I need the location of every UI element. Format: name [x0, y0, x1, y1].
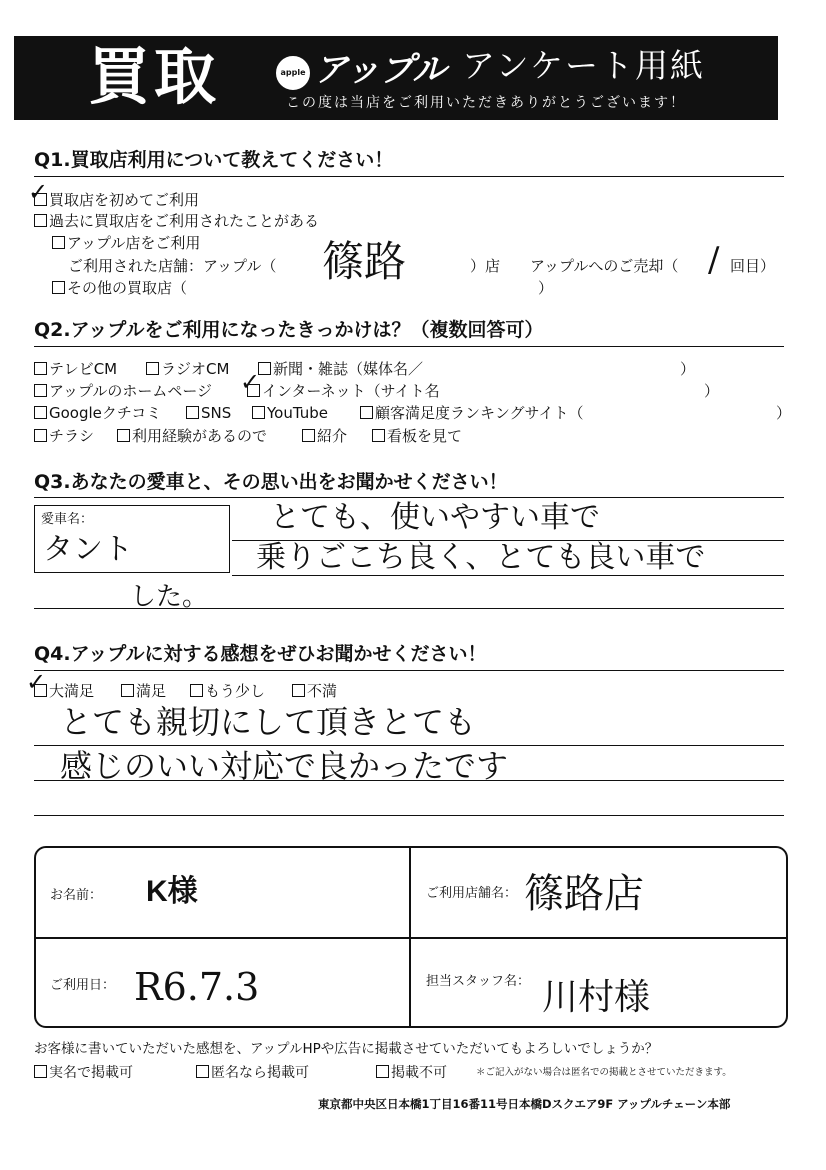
q3-memory-line-3: した。 [130, 582, 209, 612]
writing-line [232, 575, 784, 576]
q1-other-close: ） [538, 279, 554, 297]
q2-option-google[interactable]: Googleクチコミ [34, 403, 161, 423]
table-divider [36, 937, 786, 939]
checkbox-icon [34, 429, 47, 442]
consent-not-allowed[interactable]: 掲載不可 [376, 1063, 447, 1083]
checkbox-icon [190, 684, 203, 697]
staff-handwritten[interactable]: 川村様 [542, 977, 651, 1018]
q1-store-suffix: ）店 [470, 257, 501, 275]
store-label: ご利用店舗名： [426, 886, 518, 901]
checkbox-icon [121, 684, 134, 697]
date-handwritten[interactable]: R6.7.3 [134, 965, 260, 1009]
header-banner [14, 36, 778, 120]
checkbox-icon [34, 1065, 47, 1078]
consent-real-name[interactable]: 実名で掲載可 [34, 1063, 133, 1083]
q3-question: Q3.あなたの愛車と、その思い出をお聞かせください！ [34, 471, 508, 493]
store-handwritten[interactable]: 篠路店 [524, 871, 644, 917]
q1-store-label: ご利用された店舗：アップル（ [68, 257, 277, 275]
checkbox-icon [34, 384, 47, 397]
checkbox-icon [52, 236, 65, 249]
car-name-label: 愛車名： [41, 512, 94, 527]
date-label: ご利用日： [50, 978, 116, 993]
name-label: お名前： [50, 888, 103, 903]
divider [34, 346, 784, 347]
q4-comment-line-1: とても親切にして頂きとても [60, 703, 477, 741]
checkbox-icon [34, 406, 47, 419]
q2-option-referral[interactable]: 紹介 [302, 426, 347, 446]
footer-address: 東京都中央区日本橋1丁目16番11号日本橋Dスクエア9F アップルチェーン本部 [318, 1097, 731, 1111]
q4-question: Q4.アップルに対する感想をぜひお聞かせください！ [34, 643, 487, 665]
q2-question: Q2.アップルをご利用になったきっかけは？（複数回答可） [34, 319, 544, 341]
checkbox-icon [302, 429, 315, 442]
apple-logo-icon: apple [276, 56, 310, 90]
staff-label: 担当スタッフ名： [426, 974, 531, 989]
checkbox-icon [376, 1065, 389, 1078]
q2-option-sns[interactable]: SNS [186, 403, 231, 423]
car-name-box[interactable] [34, 505, 230, 573]
q3-memory-line-2: 乗りごこち良く、とても良い車で [256, 540, 706, 575]
checkbox-icon [292, 684, 305, 697]
q1-option-past[interactable]: 過去に買取店をご利用されたことがある [34, 211, 319, 231]
customer-info-table [34, 846, 788, 1028]
q1-option-first[interactable]: 買取店を初めてご利用 [34, 190, 199, 210]
header-brand: アップル [314, 50, 447, 90]
checkbox-icon [52, 281, 65, 294]
consent-question: お客様に書いていただいた感想を、アップルHPや広告に掲載させていただいてもよろしいでしょうか？ [34, 1041, 659, 1057]
q2-row2-close: ） [704, 382, 720, 400]
q2-option-experience[interactable]: 利用経験があるので [117, 426, 267, 446]
q1-count-handwritten: / [708, 240, 720, 280]
q1-option-apple[interactable]: アップル店をご利用 [52, 233, 200, 253]
q2-option-homepage[interactable]: アップルのホームページ [34, 381, 212, 401]
q2-option-internet[interactable]: インターネット（サイト名 [247, 381, 440, 401]
q2-option-flyer[interactable]: チラシ [34, 426, 94, 446]
q2-option-signboard[interactable]: 看板を見て [372, 426, 462, 446]
q3-memory-line-1: とても、使いやすい車で [270, 500, 600, 535]
check-mark-icon: ✓ [240, 368, 261, 396]
writing-line [34, 780, 784, 781]
q2-option-ranking[interactable]: 顧客満足度ランキングサイト（ [360, 403, 584, 423]
checkbox-icon [186, 406, 199, 419]
q1-option-other[interactable]: その他の買取店（ [52, 278, 187, 298]
divider [34, 670, 784, 671]
name-value[interactable]: K様 [146, 875, 198, 908]
checkbox-icon [34, 214, 47, 227]
q2-row1-close: ） [680, 360, 696, 378]
checkbox-icon [252, 406, 265, 419]
header-kaitori: 買取 [88, 40, 221, 113]
q2-row3-close: ） [776, 404, 792, 422]
consent-anonymous[interactable]: 匿名なら掲載可 [196, 1063, 309, 1083]
check-mark-icon: ✓ [26, 668, 47, 696]
car-name-handwritten: タント [43, 532, 133, 567]
checkbox-icon [372, 429, 385, 442]
q4-option-so-so[interactable]: もう少し [190, 681, 265, 701]
checkbox-icon [34, 362, 47, 375]
q4-option-unsatisfied[interactable]: 不満 [292, 681, 337, 701]
q2-option-radiocm[interactable]: ラジオCM [146, 359, 229, 379]
q2-option-youtube[interactable]: YouTube [252, 403, 328, 423]
divider [34, 176, 784, 177]
q1-store-handwritten: 篠路 [322, 237, 407, 286]
checkbox-icon [146, 362, 159, 375]
q2-option-newspaper[interactable]: 新聞・雑誌（媒体名／ [258, 359, 423, 379]
writing-line [34, 608, 784, 609]
checkbox-icon [360, 406, 373, 419]
q1-count-label: アップルへのご売却（ [530, 257, 679, 275]
header-subtitle: この度は当店をご利用いただきありがとうございます！ [286, 95, 686, 111]
checkbox-icon [196, 1065, 209, 1078]
checkbox-icon [117, 429, 130, 442]
check-mark-icon: ✓ [28, 178, 49, 206]
q4-comment-line-2: 感じのいい対応で良かったです [60, 747, 509, 785]
header-title: アンケート用紙 [462, 46, 706, 85]
consent-note: ＊ご記入がない場合は匿名での掲載とさせていただきます。 [476, 1067, 732, 1078]
q2-option-tvcm[interactable]: テレビCM [34, 359, 117, 379]
q4-option-satisfied[interactable]: 満足 [121, 681, 166, 701]
writing-line [34, 815, 784, 816]
q1-question: Q1.買取店利用について教えてください！ [34, 149, 394, 171]
q1-count-suffix: 回目） [730, 257, 776, 275]
divider [34, 497, 784, 498]
q4-option-very-satisfied[interactable]: 大満足 [34, 681, 94, 701]
